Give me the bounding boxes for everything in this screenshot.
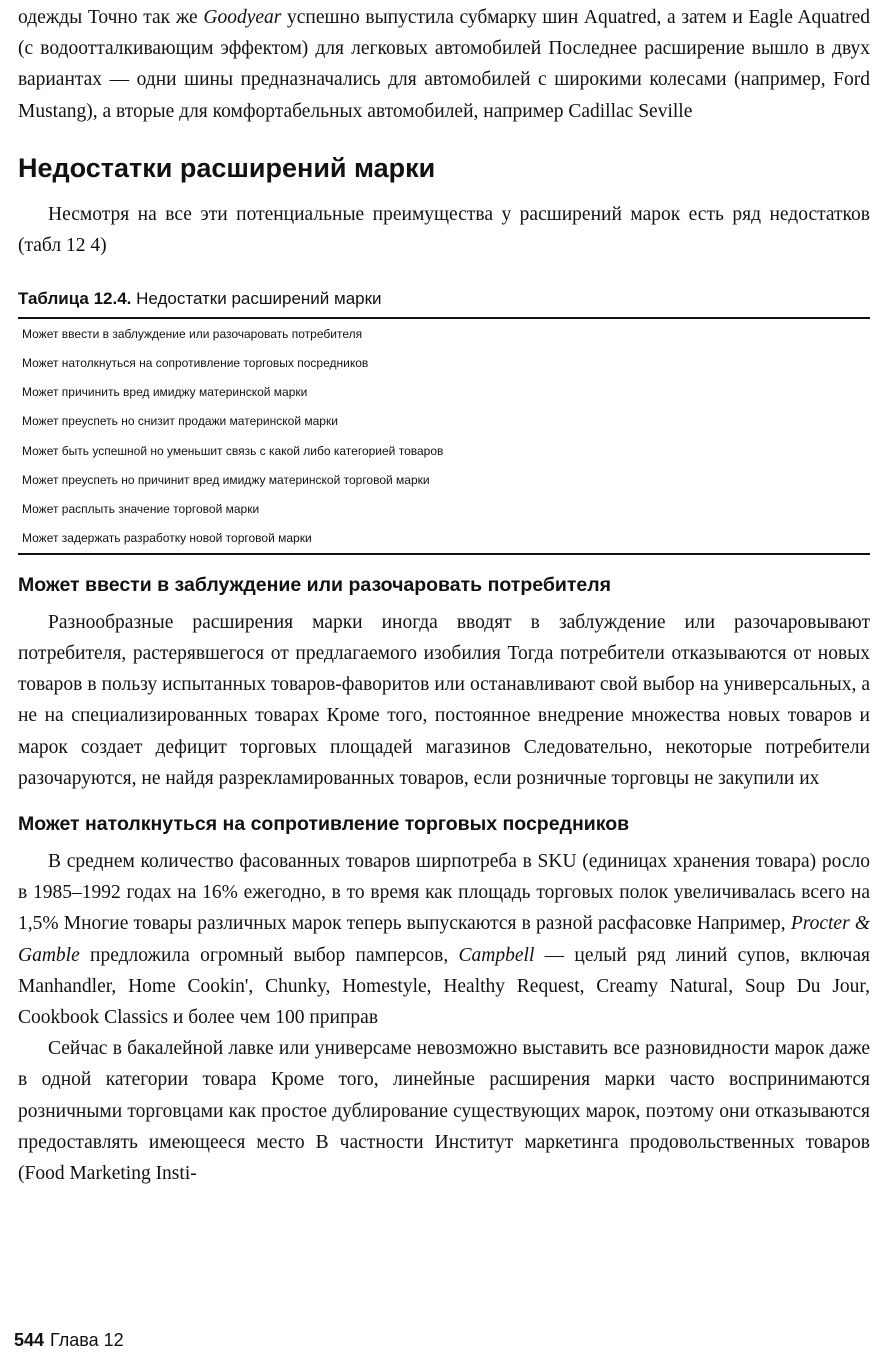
table-cell: Может преуспеть но снизит продажи материнской марки	[22, 414, 338, 429]
page-number: 544	[14, 1330, 45, 1350]
chapter-label: Глава 12	[50, 1330, 124, 1350]
table-row	[18, 494, 870, 523]
table-row	[18, 524, 870, 554]
intro-paragraph	[18, 2, 870, 127]
table-cell: Может натолкнуться на сопротивление торговых посредников	[22, 356, 369, 370]
table-cell: Может расплыть значение торговой марки	[22, 501, 260, 516]
text-span: предложила огромный выбор памперсов,	[79, 944, 459, 966]
table-row	[18, 465, 870, 494]
brand-procter-gamble: Procter & Gamble	[18, 913, 871, 966]
section-title: Недостатки расширений марки	[18, 152, 436, 183]
table-cell: Может причинить вред имиджу материнской марки	[22, 385, 308, 400]
table-cell: Может задержать разработку новой торговой марки	[22, 531, 312, 546]
table-row	[18, 318, 870, 348]
table-row	[18, 407, 870, 436]
brand-campbell: Campbell	[458, 944, 535, 966]
table-cell: Может ввести в заблуждение или разочаровать потребителя	[22, 326, 363, 341]
intro-goodyear: Goodyear	[203, 7, 282, 28]
intro-text-b: успешно выпустила субмарку шин Aquatred, а затем и Eagle Aquatred (с водоотталкивающим эффектом) для легковых автомобилей Последнее расширение вышло в двух вариантах — одни шины предназначались для автомобилей с широкими колесами (например, Ford Mustang), а вторые для комфортабельных автомобилей, например Cadillac Seville	[18, 7, 870, 122]
intro-text-a: одежды Точно так же	[18, 7, 204, 28]
page-footer	[14, 1330, 124, 1351]
table-row	[18, 378, 870, 407]
table-caption	[18, 287, 870, 311]
table-caption-number: Таблица 12.4.	[18, 289, 132, 309]
subsection-title-confuse: Может ввести в заблуждение или разочаровать потребителя	[18, 573, 612, 596]
table-row	[18, 436, 870, 465]
table-row	[18, 348, 870, 377]
text-span: В среднем количество фасованных товаров ширпотреба в SKU (единицах хранения товара) росло в 1985–1992 годах на 16% ежегодно, в то время как площадь торговых полок увеличивалась всего на 1,5% Многие товары различных марок теперь выпускаются в разной расфасовке Например,	[18, 850, 870, 935]
subsection-paragraph: Разнообразные расширения марки иногда вводят в заблуждение или разочаровывают потребителя, растерявшегося от предлагаемого изобилия Тогда потребители отказываются от новых товаров в пользу испытанных товаров-фаворитов или останавливают свой выбор на универсальных, а не на специализированных товарах Кроме того, постоянное внедрение множества новых товаров и марок создает дефицит торговых площадей магазинов Следовательно, некоторые потребители разочаруются, не найдя разрекламированных товаров, если розничные торговцы не закупили их	[18, 611, 870, 789]
table-caption-title: Недостатки расширений марки	[131, 289, 382, 309]
subsection-paragraph	[18, 846, 870, 1033]
subsection-title-resistance: Может натолкнуться на сопротивление торговых посредников	[18, 812, 630, 835]
table-cell: Может преуспеть но причинит вред имиджу материнской торговой марки	[22, 472, 430, 487]
section-intro: Несмотря на все эти потенциальные преимущества у расширений марок есть ряд недостатков (табл 12 4)	[18, 203, 870, 257]
text-span: — целый ряд линий супов, включая Manhandler, Home Cookin', Chunky, Homestyle, Healthy Request, Creamy Natural, Soup Du Jour, Cookbook Classics и более чем 100 приправ	[18, 944, 870, 1028]
table-cell: Может быть успешной но уменьшит связь с какой либо категорией товаров	[22, 443, 444, 458]
subsection-paragraph: Сейчас в бакалейной лавке или универсаме невозможно выставить все разновидности марок даже в одной категории товара Кроме того, линейные расширения марки часто воспринимаются розничными торговцами как простое дублирование существующих марок, поэтому они отказываются предоставлять имеющееся место В частности Институт маркетинга продовольственных товаров (Food Marketing Insti-	[18, 1038, 870, 1184]
drawbacks-table	[18, 317, 870, 555]
